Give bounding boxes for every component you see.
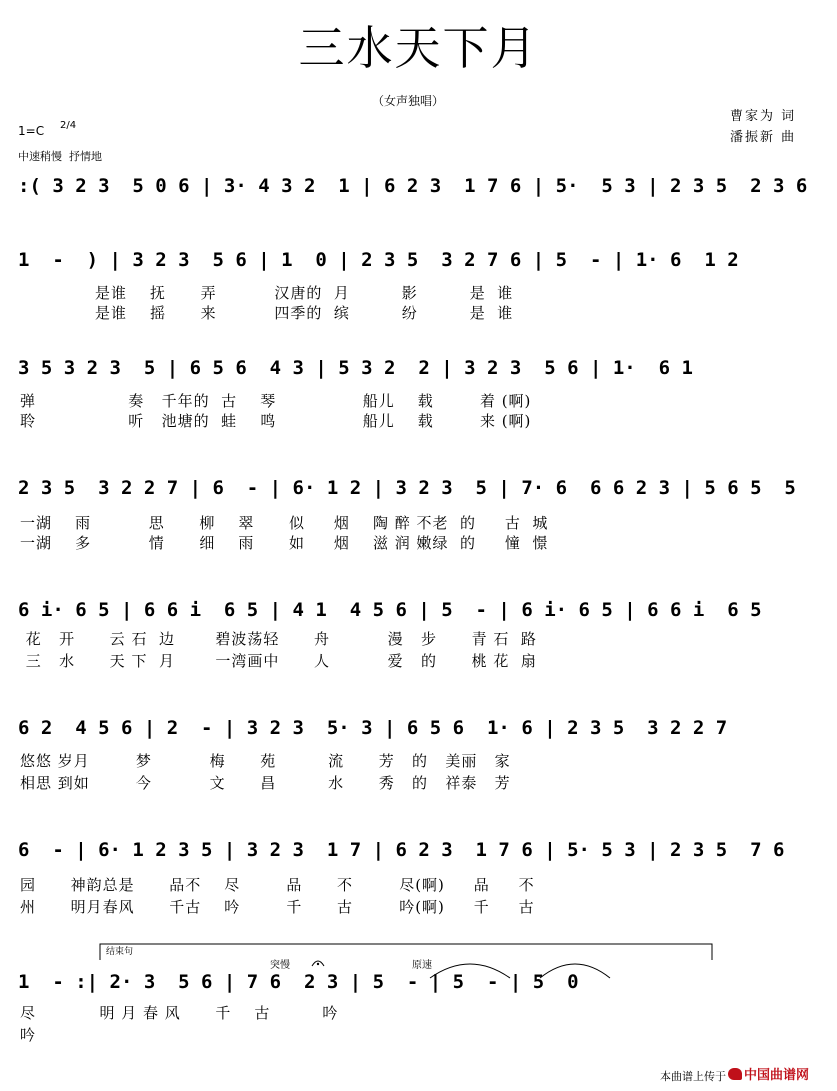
time-signature: 2/4: [60, 120, 77, 131]
lyric-verse-2: 聆 听 池塘的 蛙 鸣 船儿 载 来 (啊): [20, 412, 532, 430]
site-logo[interactable]: [728, 1064, 809, 1083]
lyric-verse-1: 花 开 云 石 边 碧波荡轻 舟 漫 步 青 石 路: [20, 630, 537, 648]
lyric-verse-1: 尽 明 月 春 风 千 古 吟: [20, 1004, 339, 1022]
notation-line: 3 5 3 2 3 5 | 6 5 6 4 3 | 5 3 2 2 | 3 2 3 5 6 | 1· 6 1: [18, 357, 693, 379]
ending-label: 结束句: [106, 947, 134, 957]
footer-text: 本曲谱上传于: [660, 1070, 726, 1083]
notation-line: 2 3 5 3 2 2 7 | 6 - | 6· 1 2 | 3 2 3 5 | 7· 6 6 6 2 3 | 5 6 5 5: [18, 477, 796, 499]
lyric-verse-2: 州 明月春风 千古 吟 千 古 吟(啊) 千 古: [20, 898, 535, 916]
lyric-verse-2: 三 水 天 下 月 一湾画中 人 爱 的 桃 花 扇: [20, 652, 537, 670]
lyric-verse-1: 弹 奏 千年的 古 琴 船儿 载 着 (啊): [20, 392, 532, 410]
lyric-verse-1: 一湖 雨 思 柳 翠 似 烟 陶 醉 不老 的 古 城: [20, 514, 549, 532]
notation-line: 6 i· 6 5 | 6 6 i 6 5 | 4 1 4 5 6 | 5 - | 6 i· 6 5 | 6 6 i 6 5: [18, 599, 762, 621]
lyric-verse-2: 是谁 摇 来 四季的 缤 纷 是 谁: [20, 304, 514, 322]
composer-credit: 潘振新 曲: [730, 130, 797, 145]
notation-line: 6 2 4 5 6 | 2 - | 3 2 3 5· 3 | 6 5 6 1· 6 | 2 3 5 3 2 2 7: [18, 717, 728, 739]
notation-line: 1 - ) | 3 2 3 5 6 | 1 0 | 2 3 5 3 2 7 6 | 5 - | 1· 6 1 2: [18, 249, 739, 271]
lyric-verse-2: 一湖 多 情 细 雨 如 烟 滋 润 嫩绿 的 憧 憬: [20, 534, 549, 552]
lyric-verse-2: 吟: [20, 1026, 37, 1044]
tempo-marking: 中速稍慢 抒情地: [18, 150, 102, 163]
lyricist-credit: 曹家为 词: [730, 109, 797, 124]
lyric-verse-2: 相思 到如 今 文 昌 水 秀 的 祥泰 芳: [20, 774, 511, 792]
logo-text: 中国曲谱网: [744, 1068, 810, 1083]
notation-line: 6 - | 6· 1 2 3 5 | 3 2 3 1 7 | 6 2 3 1 7 6 | 5· 5 3 | 2 3 5 7 6: [18, 839, 785, 861]
lyric-verse-1: 悠悠 岁月 梦 梅 苑 流 芳 的 美丽 家: [20, 752, 511, 770]
lyric-verse-1: 园 神韵总是 品不 尽 品 不 尽(啊) 品 不: [20, 876, 535, 894]
lyric-verse-1: 是谁 抚 弄 汉唐的 月 影 是 谁: [20, 284, 514, 302]
notation-line: 1 - :| 2· 3 5 6 | 7 6 2 3 | 5 - | 5 - | 5 0: [18, 971, 579, 993]
original-tempo-marking: 原速: [412, 960, 432, 971]
slow-marking: 突慢: [270, 960, 290, 971]
logo-mark-icon: [728, 1068, 742, 1080]
key-signature: 1=C: [18, 124, 45, 138]
notation-line: :( 3 2 3 5 0 6 | 3· 4 3 2 1 | 6 2 3 1 7 6 | 5· 5 3 | 2 3 5 2 3 6: [18, 175, 808, 197]
score-title: 三水天下月: [298, 21, 539, 75]
score-subtitle: （女声独唱）: [372, 94, 445, 108]
